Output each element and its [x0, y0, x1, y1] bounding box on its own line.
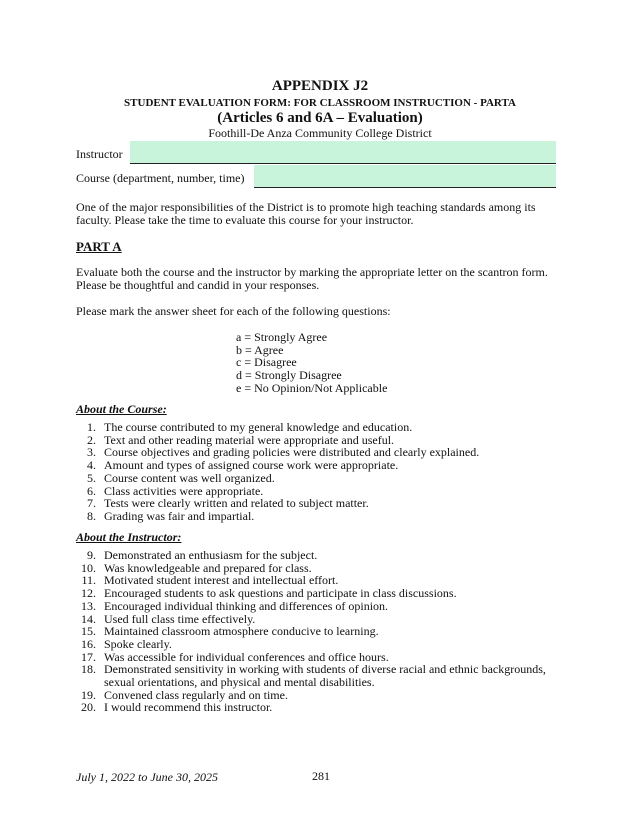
question-number: 12. — [81, 586, 96, 601]
scale-option-d: d = Strongly Disagree — [236, 368, 342, 383]
question-text: Demonstrated an enthusiasm for the subject. — [104, 548, 318, 562]
footer-dates: July 1, 2022 to June 30, 2025 — [76, 770, 218, 784]
scale-option-e: e = No Opinion/Not Applicable — [236, 380, 388, 395]
question-text: Motivated student interest and intellectual effort. — [104, 573, 339, 588]
question-text: Convened class regularly and on time. — [104, 687, 288, 702]
scale-option-a: a = Strongly Agree — [236, 330, 328, 344]
instructor-input[interactable] — [130, 141, 556, 164]
question-text: Amount and types of assigned course work were appropriate. — [104, 458, 399, 473]
appendix-title: APPENDIX J2 — [271, 78, 369, 94]
instructor-label: Instructor — [76, 147, 123, 161]
scale-option-b: b = Agree — [236, 342, 284, 357]
instructor-field-row — [76, 140, 556, 164]
question-text: Tests were clearly written and related to subject matter. — [104, 496, 369, 511]
question-item — [76, 549, 562, 562]
question-item — [76, 421, 562, 434]
question-number: 2. — [87, 432, 96, 447]
answer-prompt: Please mark the answer sheet for each of the following questions: — [76, 304, 391, 318]
form-subtitle: STUDENT EVALUATION FORM: FOR CLASSROOM INSTRUCTION - PARTA — [124, 97, 516, 109]
instructor-question-list — [76, 549, 562, 714]
course-field-row — [76, 164, 556, 188]
question-item — [76, 472, 562, 485]
question-number: 7. — [87, 496, 96, 511]
question-text: Used full class time effectively. — [104, 611, 256, 626]
question-text: Encouraged students to ask questions and participate in class discussions. — [104, 586, 457, 601]
question-number: 17. — [81, 649, 96, 664]
question-number: 3. — [87, 445, 96, 460]
course-question-list — [76, 421, 562, 523]
question-number: 4. — [87, 458, 96, 473]
question-number: 10. — [81, 560, 96, 575]
rating-scale — [236, 331, 387, 395]
page-number: 281 — [312, 769, 330, 783]
course-label: Course (department, number, time) — [76, 171, 245, 185]
question-number: 1. — [87, 420, 96, 434]
question-text: The course contributed to my general knowledge and education. — [104, 420, 413, 434]
question-text: Course content was well organized. — [104, 470, 275, 485]
articles-heading: (Articles 6 and 6A – Evaluation) — [217, 110, 423, 126]
part-a-heading: PART A — [76, 239, 122, 254]
question-number: 16. — [81, 636, 96, 651]
question-item — [76, 701, 562, 714]
question-item — [76, 663, 562, 688]
question-number: 6. — [87, 483, 96, 498]
question-number: 20. — [81, 700, 96, 715]
district-name: Foothill-De Anza Community College District — [208, 126, 432, 140]
question-number: 18. — [81, 662, 96, 677]
part-a-instructions: Evaluate both the course and the instructor by marking the appropriate letter on the scantron form. Please be thoughtful and candid in your responses. — [76, 265, 548, 292]
question-text: Was knowledgeable and prepared for class. — [104, 560, 312, 575]
intro-paragraph: One of the major responsibilities of the District is to promote high teaching standards among its faculty. Please take the time to evaluate this course for your instructor. — [76, 200, 536, 227]
question-text: Course objectives and grading policies were distributed and clearly explained. — [104, 445, 480, 460]
question-text: Text and other reading material were appropriate and useful. — [104, 432, 395, 447]
question-number: 15. — [81, 624, 96, 639]
question-number: 19. — [81, 687, 96, 702]
question-item — [76, 510, 562, 523]
question-item — [76, 587, 562, 600]
about-course-heading: About the Course: — [76, 402, 167, 416]
question-text: I would recommend this instructor. — [104, 700, 273, 715]
question-item — [76, 638, 562, 651]
question-number: 11. — [81, 573, 96, 588]
question-text: Grading was fair and impartial. — [104, 508, 255, 523]
question-number: 8. — [87, 508, 96, 523]
course-input[interactable] — [254, 165, 556, 188]
question-text: Was accessible for individual conferences and office hours. — [104, 649, 389, 664]
question-text: Maintained classroom atmosphere conducive to learning. — [104, 624, 379, 639]
question-text: Encouraged individual thinking and differences of opinion. — [104, 598, 389, 613]
scale-option-c: c = Disagree — [236, 355, 297, 370]
question-item — [76, 600, 562, 613]
question-text: Demonstrated sensitivity in working with students of diverse racial and ethnic backgrounds, sexual orientations, and physical and mental disabilities. — [104, 662, 546, 690]
question-text: Spoke clearly. — [104, 636, 172, 651]
question-item — [76, 459, 562, 472]
about-instructor-heading: About the Instructor: — [76, 530, 182, 544]
question-number: 9. — [87, 548, 96, 562]
question-text: Class activities were appropriate. — [104, 483, 264, 498]
question-number: 14. — [81, 611, 96, 626]
question-number: 5. — [87, 470, 96, 485]
question-number: 13. — [81, 598, 96, 613]
